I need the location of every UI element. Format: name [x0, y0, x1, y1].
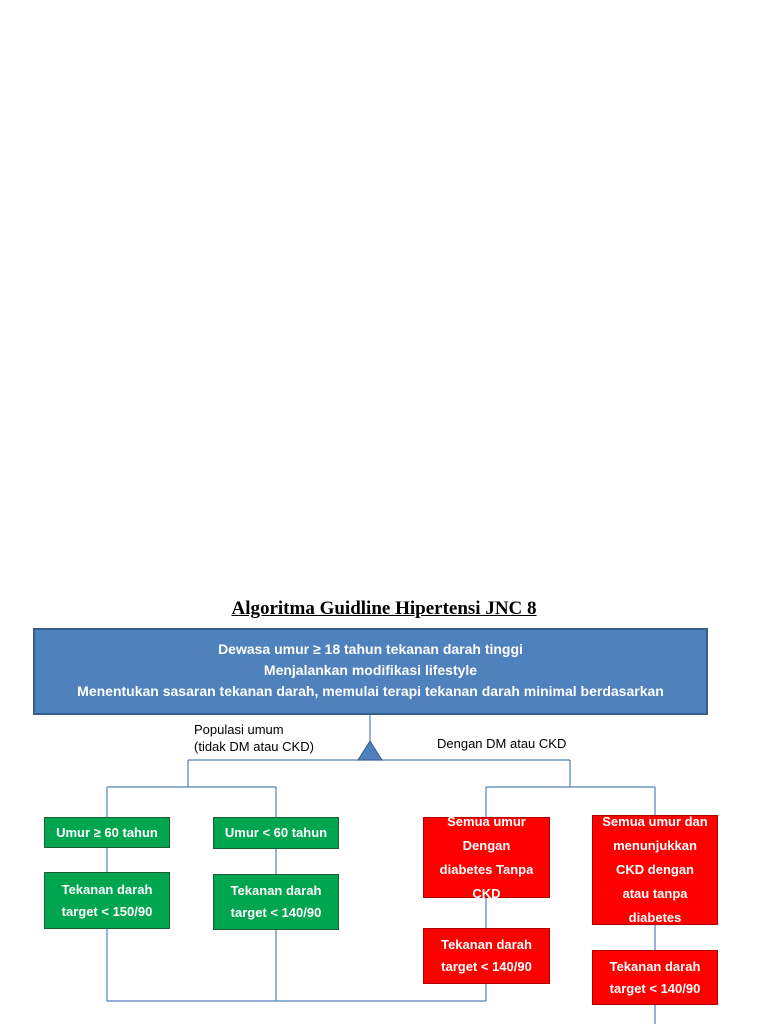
- box-target-140-90-ckd: Tekanan darah target < 140/90: [592, 950, 718, 1005]
- top-box-line-3: Menentukan sasaran tekanan darah, memulai terapi tekanan darah minimal berdasarkan: [77, 683, 664, 699]
- top-box-line-2: Menjalankan modifikasi lifestyle: [263, 662, 478, 678]
- branch-label-dm-ckd: Dengan DM atau CKD: [437, 736, 567, 751]
- box-ckd-any: Semua umur dan menunjukkan CKD dengan atau tanpa diabetes: [592, 815, 718, 925]
- branch-label-general-population: [194, 721, 314, 755]
- triangle-marker: [358, 741, 382, 760]
- branch-label-line-2: (tidak DM atau CKD): [194, 739, 314, 754]
- box-age-ge-60: Umur ≥ 60 tahun: [44, 817, 170, 848]
- box-target-140-90-general: Tekanan darah target < 140/90: [213, 874, 339, 930]
- top-box-adults: [33, 628, 708, 715]
- box-target-140-90-diabetes: Tekanan darah target < 140/90: [423, 928, 550, 984]
- box-age-lt-60: Umur < 60 tahun: [213, 817, 339, 849]
- page-title: Algoritma Guidline Hipertensi JNC 8: [231, 598, 537, 619]
- top-box-line-1: Dewasa umur ≥ 18 tahun tekanan darah tinggi: [218, 641, 523, 657]
- branch-label-line-1: Populasi umum: [194, 722, 284, 737]
- box-diabetes-no-ckd: Semua umur Dengan diabetes Tanpa CKD: [423, 817, 550, 898]
- box-target-150-90: Tekanan darah target < 150/90: [44, 872, 170, 929]
